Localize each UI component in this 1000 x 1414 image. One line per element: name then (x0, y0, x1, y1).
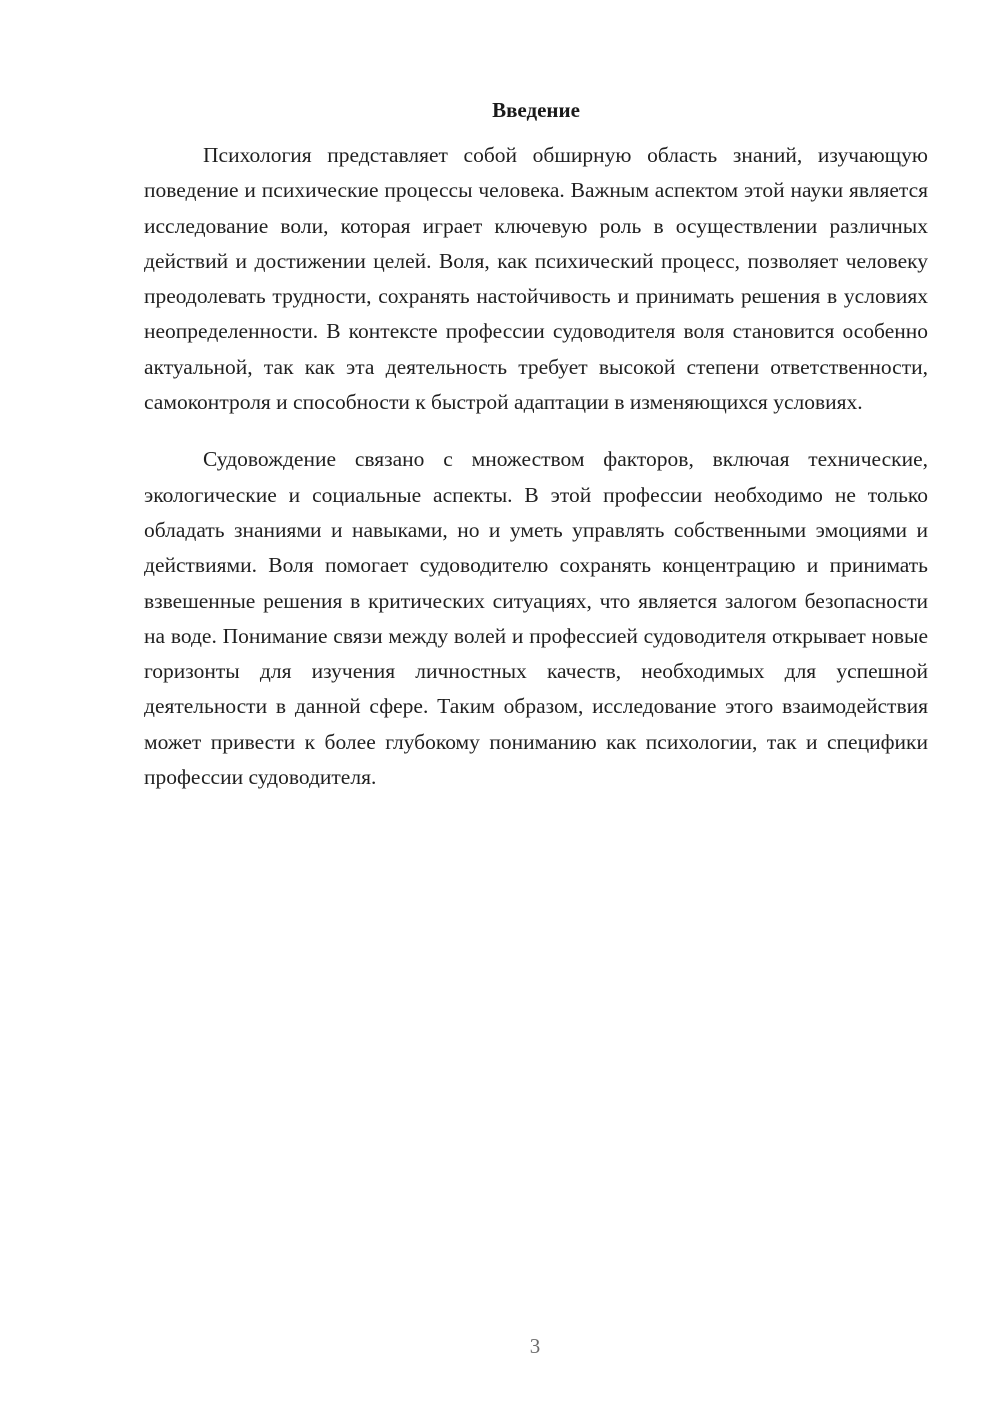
paragraph-1: Психология представляет собой обширную область знаний, изучающую поведение и психические процессы человека. Важным аспектом этой науки является исследование воли, которая играет ключевую роль в осуществлении различных действий и достижении целей. Воля, как психический процесс, позволяет человеку преодолевать трудности, сохранять настойчивость и принимать решения в условиях неопределенности. В контексте профессии судоводителя воля становится особенно актуальной, так как эта деятельность требует высокой степени ответственности, самоконтроля и способности к быстрой адаптации в изменяющихся условиях. (144, 143, 928, 415)
paragraph-2: Судовождение связано с множеством факторов, включая технические, экологические и социальные аспекты. В этой профессии необходимо не только обладать знаниями и навыками, но и уметь управлять собственными эмоциями и действиями. Воля помогает судоводителю сохранять концентрацию и принимать взвешенные решения в критических ситуациях, что является залогом безопасности на воде. Понимание связи между волей и профессией судоводителя открывает новые горизонты для изучения личностных качеств, необходимых для успешной деятельности в данной сфере. Таким образом, исследование этого взаимодействия может привести к более глубокому пониманию как психологии, так и специфики профессии судоводителя. (144, 447, 928, 790)
page-content (144, 94, 928, 817)
section-title: Введение (492, 98, 580, 122)
page-number: 3 (529, 1334, 541, 1358)
